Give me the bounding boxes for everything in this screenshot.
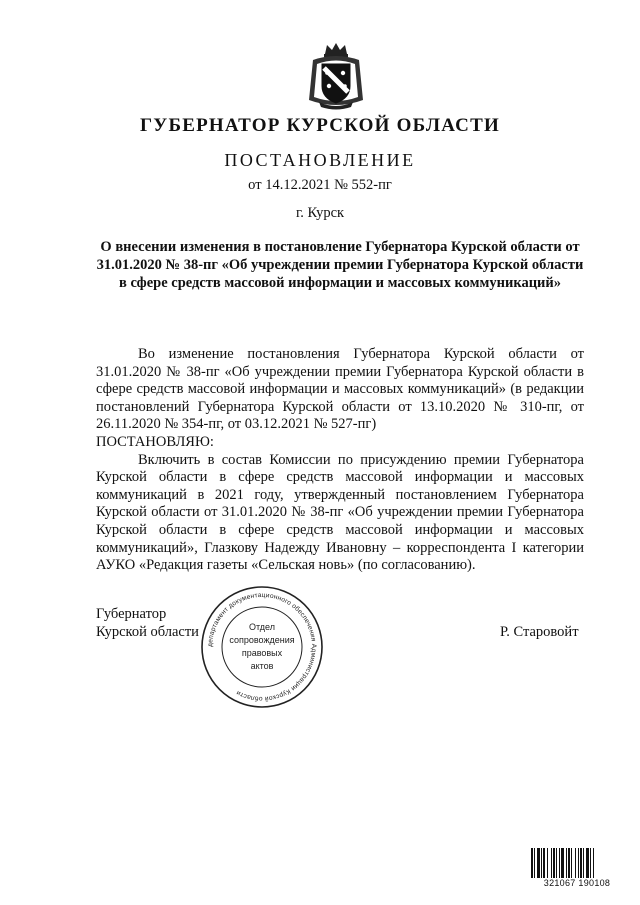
barcode-bar bbox=[580, 848, 582, 878]
signatory-position bbox=[96, 605, 199, 641]
barcode-bar bbox=[586, 848, 589, 878]
barcode-bar bbox=[551, 848, 552, 878]
barcode-number: 321067 190108 bbox=[531, 878, 623, 888]
barcode-bar bbox=[568, 848, 570, 878]
svg-text:правовых: правовых bbox=[241, 648, 283, 658]
barcode-bar bbox=[547, 848, 548, 878]
barcode-bar bbox=[531, 848, 533, 878]
svg-text:Отдел: Отдел bbox=[248, 622, 276, 632]
barcode-bar bbox=[561, 848, 564, 878]
document-type: ПОСТАНОВЛЕНИЕ bbox=[224, 150, 416, 170]
svg-text:департамент документационного: департамент документационного обеспечения Администрации Курской области bbox=[206, 591, 318, 703]
barcode-bar bbox=[553, 848, 555, 878]
barcode-bar bbox=[590, 848, 591, 878]
barcode-bar bbox=[559, 848, 560, 878]
date-and-number: от 14.12.2021 № 552-пг bbox=[248, 177, 392, 193]
coat-of-arms-icon bbox=[305, 40, 367, 112]
barcode-bar bbox=[556, 848, 557, 878]
signatory-position-line: Губернатор bbox=[96, 606, 167, 622]
barcode-bar bbox=[575, 848, 576, 878]
round-stamp bbox=[199, 584, 325, 710]
body-paragraph: Во изменение постановления Губернатора Курской области от 31.01.2020 № 38-пг «Об учреждении премии Губернатора Курской области в сфере средств массовой информации и массовых коммуникаций» (в редакции постановлений Губернатора Курской области от 13.10.2020 № 310-пг, от 26.11.2020 № 354-пг, от 03.12.2021 № 527-пг) bbox=[96, 346, 584, 433]
barcode-bar bbox=[593, 848, 594, 878]
body-paragraph: Включить в состав Комиссии по присуждению премии Губернатора Курской области в сфере средств массовой информации и массовых коммуникаций в 2021 году, утвержденный постановлением Губернатора Курской области от 31.01.2020 № 38-пг «Об учреждении премии Губернатора Курской области в сфере средств массовой информации и массовых коммуникаций», Глазкову Надежду Ивановну – корреспондента I категории АУКО «Редакция газеты «Сельская новь» (по согласованию). bbox=[96, 451, 584, 574]
barcode-bar bbox=[578, 848, 579, 878]
barcode-bar bbox=[543, 848, 545, 878]
svg-text:сопровождения: сопровождения bbox=[229, 635, 295, 645]
document-subject: О внесении изменения в постановление Губернатора Курской области от 31.01.2020 № 38-пг «Об учреждении премии Губернатора Курской области в сфере средств массовой информации и массовых коммуникаций» bbox=[96, 239, 584, 291]
barcode-bar bbox=[566, 848, 567, 878]
barcode-bar bbox=[571, 848, 572, 878]
issuer-title: ГУБЕРНАТОР КУРСКОЙ ОБЛАСТИ bbox=[140, 115, 500, 136]
signatory-position-line: Курской области bbox=[96, 624, 199, 640]
resolve-word: ПОСТАНОВЛЯЮ: bbox=[96, 433, 214, 450]
barcode-bar bbox=[534, 848, 535, 878]
signatory-name: Р. Старовойт bbox=[500, 624, 579, 640]
city: г. Курск bbox=[295, 205, 345, 221]
barcode-bar bbox=[583, 848, 584, 878]
barcode-bar bbox=[537, 848, 540, 878]
svg-text:актов: актов bbox=[250, 661, 274, 671]
document-body bbox=[96, 346, 584, 575]
barcode-bar bbox=[541, 848, 542, 878]
